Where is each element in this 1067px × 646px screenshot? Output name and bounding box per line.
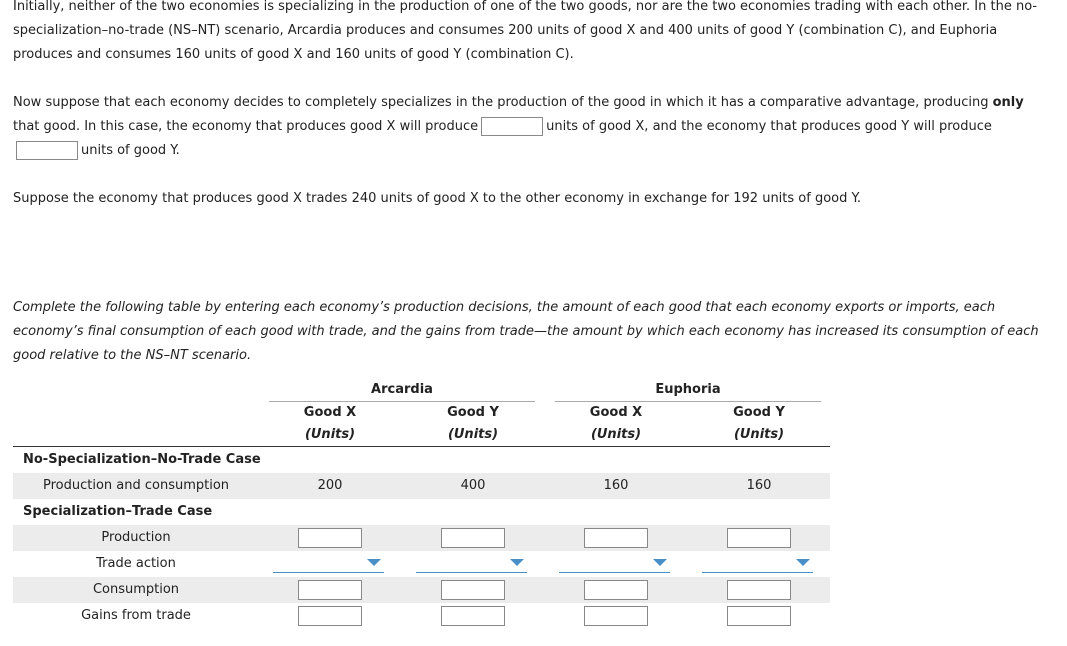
col-units: (Units) <box>304 427 356 442</box>
consumption-euphoria-y-input[interactable] <box>727 580 791 600</box>
section-nsnt <box>13 447 830 473</box>
table-row-trade-action <box>13 551 830 577</box>
nsnt-arcardia-x: 200 <box>317 478 343 493</box>
col-units: (Units) <box>590 427 642 442</box>
consumption-arcardia-x-input[interactable] <box>298 580 362 600</box>
euphoria-rule <box>555 401 821 402</box>
table-row-gains <box>13 603 830 629</box>
section-nsnt-label: No-Specialization–No-Trade Case <box>23 452 261 467</box>
gains-arcardia-y-input[interactable] <box>441 606 505 626</box>
gains-euphoria-x-input[interactable] <box>584 606 648 626</box>
spec-only: only <box>992 95 1024 110</box>
chevron-down-icon <box>653 559 667 566</box>
country-euphoria: Euphoria <box>655 382 721 397</box>
trade-euphoria-x-dropdown[interactable] <box>559 555 670 573</box>
consumption-euphoria-x-input[interactable] <box>584 580 648 600</box>
chevron-down-icon <box>510 559 524 566</box>
country-arcardia: Arcardia <box>371 382 433 397</box>
col-units: (Units) <box>733 427 785 442</box>
intro-paragraph: Initially, neither of the two economies is specializing in the production of one of the two goods, nor are the two economies trading with each other. In the no-specialization–no-trade (NS–NT) scenario, Arcardia produces and consumes 200 units of good X and 400 units of good Y (combination C), and Euphoria produces and consumes 160 units of good X and 160 units of good Y (combination C). <box>13 0 1038 62</box>
good-x-amount-input[interactable] <box>481 117 543 136</box>
trade-euphoria-y-dropdown[interactable] <box>702 555 813 573</box>
specialization-paragraph <box>13 91 1043 163</box>
table-row-nsnt <box>13 473 830 499</box>
production-euphoria-y-input[interactable] <box>727 528 791 548</box>
trade-arcardia-x-dropdown[interactable] <box>273 555 384 573</box>
table-row-consumption <box>13 577 830 603</box>
row-label-prod-consumption: Production and consumption <box>42 478 230 493</box>
nsnt-euphoria-y: 160 <box>746 478 772 493</box>
gains-euphoria-y-input[interactable] <box>727 606 791 626</box>
section-st-label: Specialization–Trade Case <box>23 504 213 519</box>
col-units: (Units) <box>447 427 499 442</box>
col-arcardia-good-x: Good X <box>303 405 357 420</box>
table-row-production <box>13 525 830 551</box>
row-label-production: Production <box>101 530 171 545</box>
good-y-amount-input[interactable] <box>16 141 78 160</box>
consumption-arcardia-y-input[interactable] <box>441 580 505 600</box>
production-euphoria-x-input[interactable] <box>584 528 648 548</box>
row-label-consumption: Consumption <box>92 582 180 597</box>
chevron-down-icon <box>367 559 381 566</box>
instructions-paragraph: Complete the following table by entering each economy’s production decisions, the amount of each good that each economy exports or imports, each economy’s final consumption of each good with trade, and the gains from trade—the amount by which each economy has increased its consumption of each good relative to the NS–NT scenario. <box>13 300 1039 363</box>
spec-text-3: units of good X, and the economy that produces good Y will produce <box>546 119 992 134</box>
col-euphoria-good-y: Good Y <box>733 405 785 420</box>
row-label-trade-action: Trade action <box>96 556 176 571</box>
production-arcardia-y-input[interactable] <box>441 528 505 548</box>
trade-paragraph: Suppose the economy that produces good X trades 240 units of good X to the other economy in exchange for 192 units of good Y. <box>13 191 861 206</box>
production-arcardia-x-input[interactable] <box>298 528 362 548</box>
spec-text-1: Now suppose that each economy decides to completely specializes in the production of the good in which it has a comparative advantage, producing <box>13 95 989 110</box>
gains-arcardia-x-input[interactable] <box>298 606 362 626</box>
arcardia-rule <box>269 401 535 402</box>
trade-arcardia-y-dropdown[interactable] <box>416 555 527 573</box>
col-euphoria-good-x: Good X <box>589 405 643 420</box>
nsnt-euphoria-x: 160 <box>603 478 629 493</box>
chevron-down-icon <box>796 559 810 566</box>
row-label-gains: Gains from trade <box>81 608 191 623</box>
spec-text-4: units of good Y. <box>81 143 180 158</box>
nsnt-arcardia-y: 400 <box>460 478 486 493</box>
section-st <box>13 499 830 525</box>
spec-text-2: that good. In this case, the economy that produces good X will produce <box>13 119 479 134</box>
col-arcardia-good-y: Good Y <box>447 405 499 420</box>
